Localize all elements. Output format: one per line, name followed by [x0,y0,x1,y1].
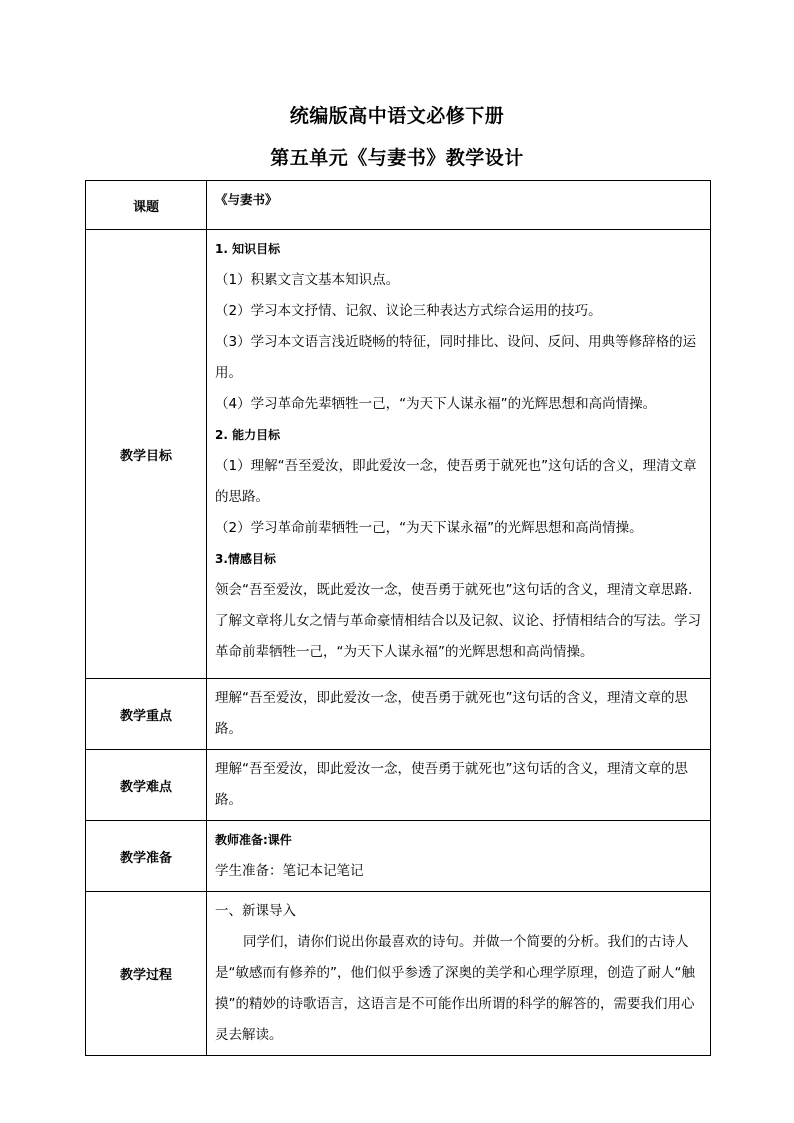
difficulties-row [86,750,711,821]
goals-label: 教学目标 [86,230,207,679]
topic-label: 课题 [86,181,207,230]
knowledge-item: （1）积累文言文基本知识点。 [215,272,400,288]
knowledge-item: （3）学习本文语言浅近晓畅的特征，同时排比、设问、反问、用典等修辞格的运用。 [215,334,697,381]
process-content [207,892,711,1056]
key-points-label: 教学重点 [86,679,207,750]
student-preparation: 学生准备：笔记本记笔记 [215,863,364,879]
process-label: 教学过程 [86,892,207,1056]
knowledge-item: （2）学习本文抒情、记叙、议论三种表达方式综合运用的技巧。 [215,303,602,319]
preparation-label: 教学准备 [86,821,207,892]
topic-row [86,181,711,230]
ability-item: （2）学习革命前辈牺牲一己，“为天下谋永福”的光辉思想和高尚情操。 [215,520,643,536]
difficulties-value: 理解“吾至爱汝，即此爱汝一念，使吾勇于就死也”这句话的含义，理清文章的思路。 [207,750,711,821]
lesson-plan-table [85,180,711,1056]
goals-content [207,230,711,679]
emotion-heading: 3.情感目标 [215,552,276,566]
goals-row [86,230,711,679]
preparation-content [207,821,711,892]
preparation-row [86,821,711,892]
process-section-heading: 一、新课导入 [215,903,296,919]
process-paragraph: 同学们，请你们说出你最喜欢的诗句。并做一个简要的分析。我们的古诗人是“敏感而有修养的”，他们似乎参透了深奥的美学和心理学原理，创造了耐人“触摸”的精妙的诗歌语言，这语言是不可能作出所谓的科学的解答的，需要我们用心灵去解读。 [215,934,695,1043]
ability-heading: 2. 能力目标 [215,428,281,442]
teacher-preparation: 教师准备:课件 [215,833,292,847]
document-subtitle: 第五单元《与妻书》教学设计 [270,147,524,169]
topic-value: 《与妻书》 [207,181,711,230]
key-points-value: 理解“吾至爱汝，即此爱汝一念，使吾勇于就死也”这句话的含义，理清文章的思路。 [207,679,711,750]
knowledge-heading: 1. 知识目标 [215,242,281,256]
ability-item: （1）理解“吾至爱汝，即此爱汝一念，使吾勇于就死也”这句话的含义，理清文章的思路。 [215,458,697,505]
process-row [86,892,711,1056]
knowledge-item: （4）学习革命先辈牺牲一己，“为天下人谋永福”的光辉思想和高尚情操。 [215,396,657,412]
emotion-text: 领会“吾至爱汝，既此爱汝一念，使吾勇于就死也”这句话的含义，理清文章思路. 了解文章将儿女之情与革命豪情相结合以及记叙、议论、抒情相结合的写法。学习革命前辈牺牲一己，“为天下人谋永福”的光辉思想和高尚情操。 [215,582,701,660]
difficulties-label: 教学难点 [86,750,207,821]
document-title: 统编版高中语文必修下册 [289,105,505,127]
key-points-row [86,679,711,750]
